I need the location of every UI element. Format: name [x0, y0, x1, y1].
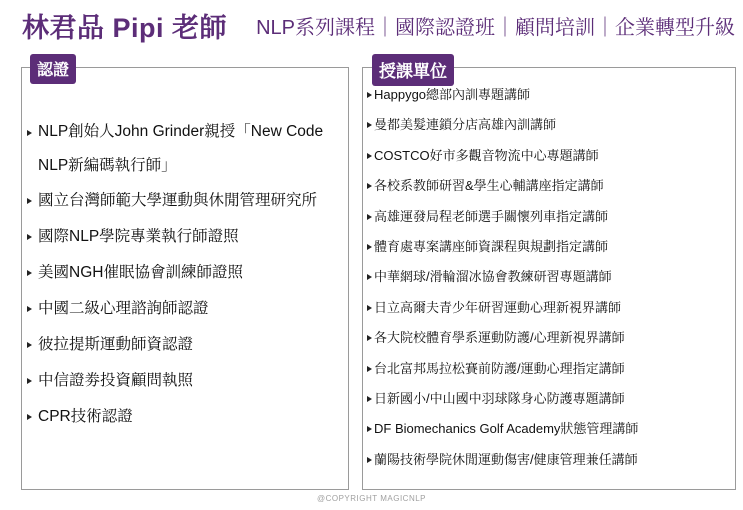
list-item-text: 日立高爾夫青少年研習運動心理新視界講師 [374, 299, 622, 315]
list-item [22, 183, 348, 219]
bullet-icon [367, 335, 372, 341]
list-item [22, 255, 348, 291]
bullet-icon [367, 214, 372, 220]
bullet-icon [27, 270, 32, 276]
bullet-icon [27, 234, 32, 240]
list-item-text: 國際NLP學院專業執行師證照 [38, 228, 239, 245]
list-item-text: 曼都美髮連鎖分店高雄內訓講師 [374, 117, 557, 133]
list-item [363, 205, 735, 235]
bullet-icon [27, 378, 32, 384]
list-item-text: 各校系教師研習&學生心輔講座指定講師 [374, 178, 604, 194]
page-title: 林君品 Pipi 老師 [22, 13, 228, 43]
list-item [22, 219, 348, 255]
certifications-panel [21, 62, 349, 490]
list-item-text: 彼拉提斯運動師資認證 [38, 336, 194, 353]
list-item [22, 399, 348, 435]
list-item [363, 448, 735, 478]
list-item [363, 417, 735, 447]
bullet-icon [27, 198, 32, 204]
list-item-text: 高雄運發局程老師選手關懷列車指定講師 [374, 208, 609, 224]
list-item [363, 387, 735, 417]
list-item [363, 265, 735, 295]
list-item-text: 各大院校體育學系運動防護/心理新視界講師 [374, 330, 625, 346]
bullet-icon [367, 244, 372, 250]
bullet-icon [367, 92, 372, 98]
bullet-icon [367, 153, 372, 159]
teaching-list [363, 83, 735, 478]
list-item [363, 174, 735, 204]
bullet-icon [367, 426, 372, 432]
list-item [363, 357, 735, 387]
list-item-text: DF Biomechanics Golf Academy狀態管理講師 [374, 421, 639, 437]
bullet-icon [27, 414, 32, 420]
bullet-icon [367, 274, 372, 280]
bullet-icon [27, 130, 32, 136]
certifications-list [22, 115, 348, 435]
bullet-icon [367, 183, 372, 189]
list-item [22, 115, 348, 183]
list-item-text: CPR技術認證 [38, 408, 133, 425]
list-item [363, 326, 735, 356]
list-item-text: 美國NGH催眠協會訓練師證照 [38, 264, 243, 281]
list-item [363, 296, 735, 326]
teaching-heading: 授課單位 [372, 54, 454, 86]
bullet-icon [367, 396, 372, 402]
bullet-icon [27, 306, 32, 312]
list-item [22, 363, 348, 399]
list-item [363, 235, 735, 265]
certifications-heading: 認證 [30, 54, 76, 84]
bullet-icon [367, 366, 372, 372]
list-item-text: 台北富邦馬拉松賽前防護/運動心理指定講師 [374, 360, 625, 376]
list-item-text: NLP創始人John Grinder親授「New Code NLP新編碼執行師」 [38, 123, 324, 174]
list-item-text: 體育處專案講座師資課程與規劃指定講師 [374, 238, 609, 254]
list-item [363, 113, 735, 143]
list-item [363, 144, 735, 174]
list-item-text: COSTCO好市多觀音物流中心專題講師 [374, 147, 599, 163]
bullet-icon [367, 305, 372, 311]
bullet-icon [367, 457, 372, 463]
list-item [22, 327, 348, 363]
list-item [363, 83, 735, 113]
list-item-text: 中國二級心理諮詢師認證 [38, 300, 209, 317]
list-item-text: 中信證劵投資顧問執照 [38, 372, 194, 389]
list-item-text: 蘭陽技術學院休閒運動傷害/健康管理兼任講師 [374, 451, 638, 467]
copyright-footer: @COPYRIGHT MAGICNLP [316, 494, 427, 503]
list-item-text: Happygo總部內訓專題講師 [374, 87, 531, 102]
bullet-icon [367, 122, 372, 128]
list-item-text: 日新國小/中山國中羽球隊身心防護專題講師 [374, 390, 625, 406]
list-item-text: 國立台灣師範大學運動與休閒管理研究所 [38, 192, 318, 209]
bullet-icon [27, 342, 32, 348]
list-item [22, 291, 348, 327]
teaching-panel [362, 62, 736, 490]
list-item-text: 中華網球/滑輪溜冰協會教練研習專題講師 [374, 269, 612, 285]
page-subtitle: NLP系列課程｜國際認證班｜顧問培訓｜企業轉型升級 [256, 17, 735, 39]
